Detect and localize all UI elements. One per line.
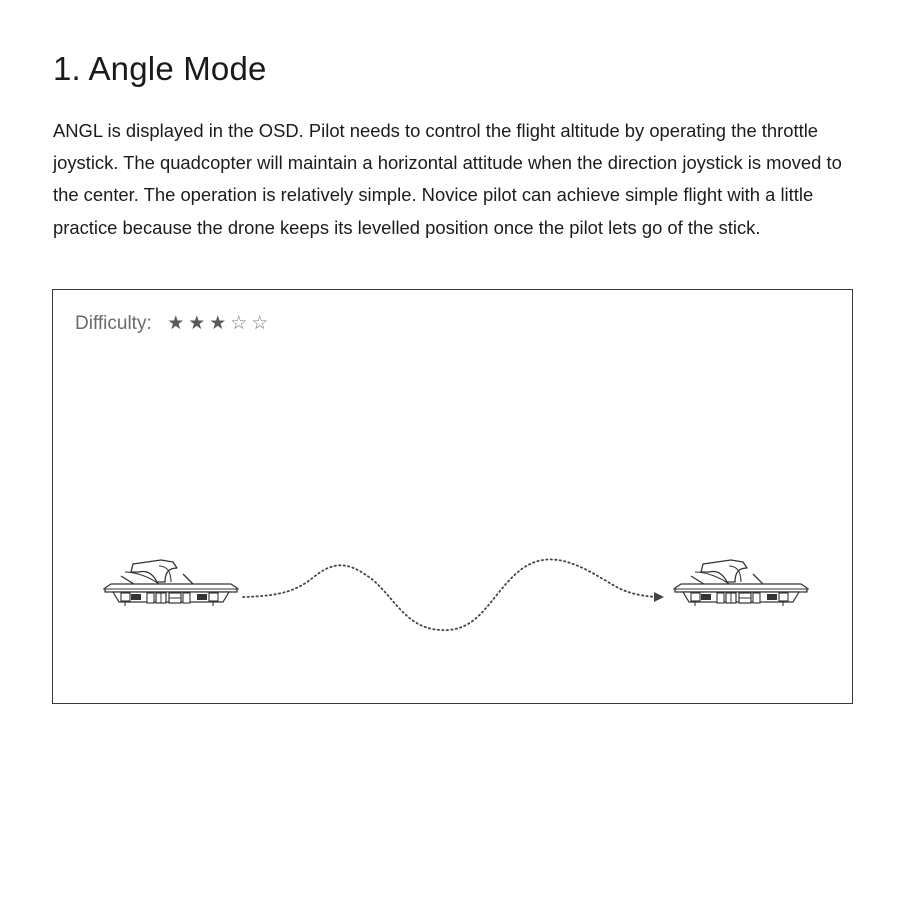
drone-start-icon (103, 560, 239, 606)
star-filled-icon: ★ (209, 313, 228, 334)
drone-end-icon (673, 560, 809, 606)
mode-description: ANGL is displayed in the OSD. Pilot needs to control the flight altitude by operating the throttle joystick. The quadcopter will maintain a horizontal attitude when the direction joystick is moved to the center. The operation is relatively simple. Novice pilot can achieve simple flight with a little practice because the drone keeps its levelled position once the pilot lets go of the stick. (53, 120, 842, 238)
star-empty-icon: ☆ (230, 313, 249, 334)
flight-path (243, 559, 656, 630)
flight-scene (53, 290, 852, 703)
page-title: 1. Angle Mode (53, 50, 267, 87)
star-filled-icon: ★ (167, 313, 186, 334)
arrow-head-icon (654, 592, 664, 602)
star-empty-icon: ☆ (251, 313, 270, 334)
star-filled-icon: ★ (188, 313, 207, 334)
illustration-box (52, 289, 853, 704)
difficulty-label: Difficulty: (75, 312, 152, 334)
